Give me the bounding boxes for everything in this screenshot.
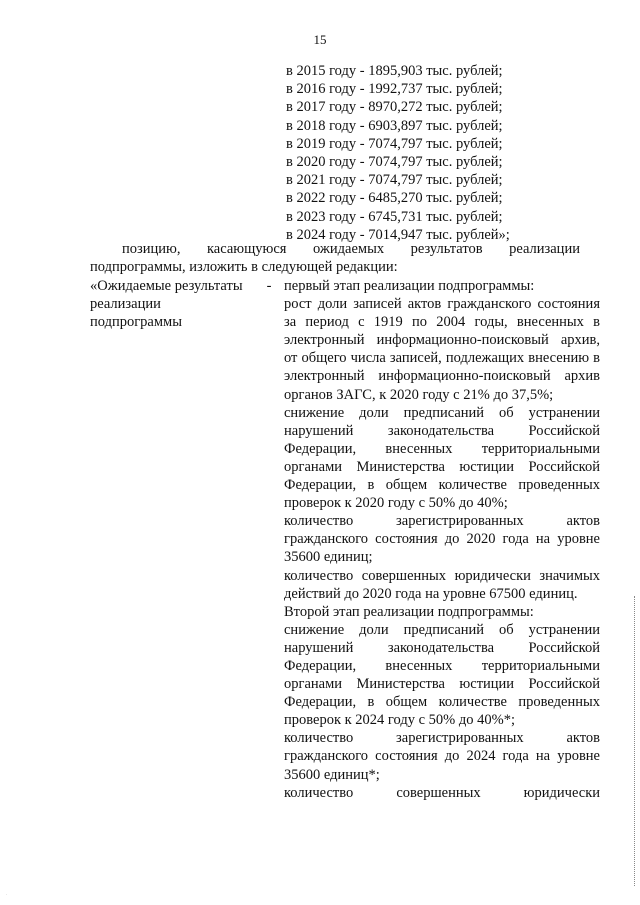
result-item: количество зарегистрированных актов гражданского состояния до 2020 года на уровне 35600 единиц; bbox=[284, 513, 600, 566]
intro-word: ожидаемых bbox=[312, 241, 385, 257]
expected-results-table bbox=[90, 277, 600, 802]
intro-word: позицию, bbox=[122, 241, 181, 257]
intro-line-2: подпрограммы, изложить в следующей редакции: bbox=[90, 259, 398, 275]
stage-two-heading: Второй этап реализации подпрограммы: bbox=[284, 603, 534, 620]
result-item: рост доли записей актов гражданского состояния за период с 1919 по 2004 годы, внесенных в электронный информационно-поисковый архив, от общего числа записей, подлежащих внесению в электронный информационно-поисковый архив органов ЗАГС, к 2020 году с 21% до 37,5%; bbox=[284, 296, 600, 403]
position-label bbox=[90, 277, 254, 802]
page-number: 15 bbox=[313, 32, 327, 47]
result-item: количество зарегистрированных актов гражданского состояния до 2024 года на уровне 35600 единиц*; bbox=[284, 730, 600, 783]
intro-line-1 bbox=[90, 240, 580, 258]
funding-item-2023: в 2023 году - 6745,731 тыс. рублей; bbox=[286, 208, 503, 225]
funding-item-2017: в 2017 году - 8970,272 тыс. рублей; bbox=[286, 99, 503, 116]
intro-word: реализации bbox=[509, 241, 580, 257]
funding-item-2024: в 2024 году - 7014,947 тыс. рублей»; bbox=[286, 226, 510, 243]
funding-item-2018: в 2018 году - 6903,897 тыс. рублей; bbox=[286, 117, 503, 134]
intro-paragraph bbox=[90, 240, 580, 276]
funding-by-year-list bbox=[286, 62, 510, 244]
result-item: снижение доли предписаний об устранении нарушений законодательства Российской Федерации, внесенных территориальными органами Министерства юстиции Российской Федерации, в общем количестве проведенных проверок к 2024 году с 50% до 40%*; bbox=[284, 621, 600, 729]
result-item-continued: количество совершенных юридически bbox=[284, 784, 600, 801]
position-label-line: реализации bbox=[90, 296, 161, 313]
funding-item-2020: в 2020 году - 7074,797 тыс. рублей; bbox=[286, 154, 503, 171]
intro-word: результатов bbox=[410, 241, 483, 257]
funding-item-2016: в 2016 году - 1992,737 тыс. рублей; bbox=[286, 81, 503, 98]
position-label-line: «Ожидаемые результаты bbox=[90, 278, 243, 294]
result-item: снижение доли предписаний об устранении нарушений законодательства Российской Федерации, внесенных территориальными органами Министерства юстиции Российской Федерации, в общем количестве проведенных проверок к 2020 году с 50% до 40%; bbox=[284, 404, 600, 512]
intro-word: касающуюся bbox=[206, 241, 287, 257]
funding-item-2019: в 2019 году - 7074,797 тыс. рублей; bbox=[286, 135, 503, 152]
position-content bbox=[284, 277, 600, 802]
scan-corner-mark: . bbox=[6, 891, 8, 896]
position-label-line: подпрограммы bbox=[90, 314, 182, 331]
scan-margin-line bbox=[634, 596, 635, 886]
funding-item-2022: в 2022 году - 6485,270 тыс. рублей; bbox=[286, 190, 503, 207]
funding-item-2015: в 2015 году - 1895,903 тыс. рублей; bbox=[286, 63, 503, 79]
position-dash: - bbox=[266, 278, 272, 294]
funding-item-2021: в 2021 году - 7074,797 тыс. рублей; bbox=[286, 172, 503, 189]
stage-one-heading: первый этап реализации подпрограммы: bbox=[284, 278, 535, 294]
result-item: количество совершенных юридически значимых действий до 2020 года на уровне 67500 единиц. bbox=[284, 567, 600, 602]
